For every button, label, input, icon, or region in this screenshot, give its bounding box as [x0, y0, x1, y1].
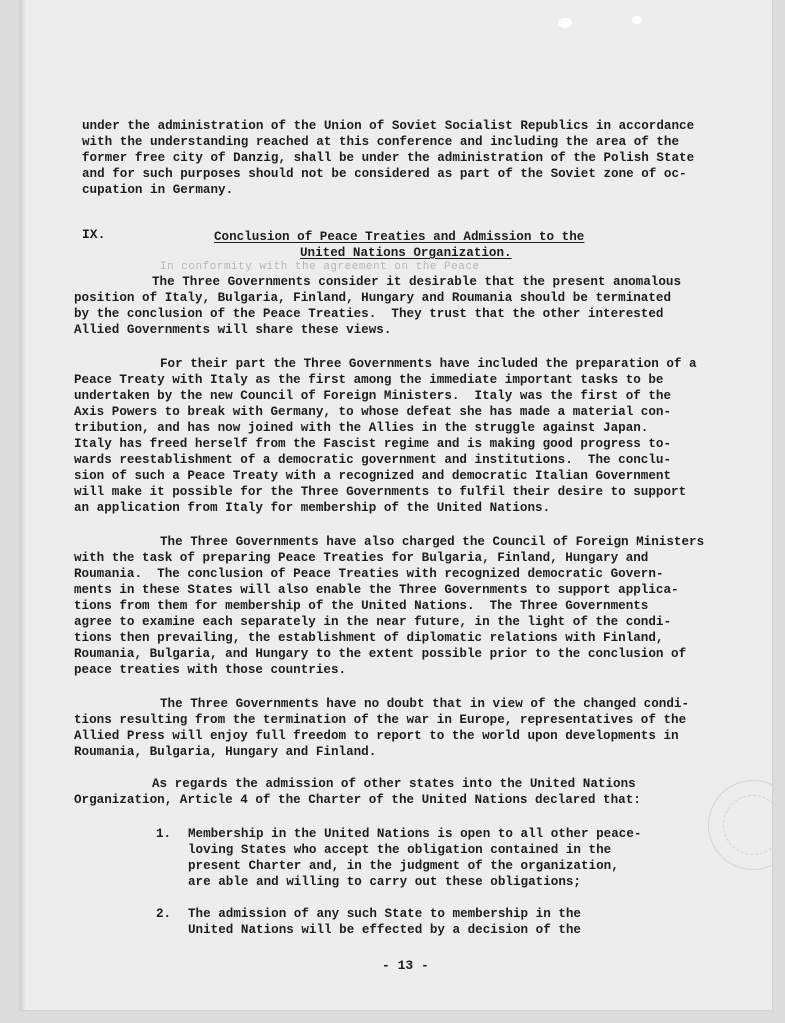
text-line: As regards the admission of other states into the United Nations	[152, 777, 636, 791]
text-line: United Nations will be effected by a decision of the	[188, 923, 581, 937]
section-heading-line1: Conclusion of Peace Treaties and Admission to the	[214, 230, 585, 244]
page-number: - 13 -	[382, 958, 429, 973]
item-number: 2.	[156, 907, 172, 921]
section-heading-line2: United Nations Organization.	[300, 246, 512, 260]
text-line: sion of such a Peace Treaty with a recognized and democratic Italian Government	[74, 469, 672, 483]
document-page	[20, 0, 772, 1010]
item-number: 1.	[156, 827, 172, 841]
text-line: The Three Governments have also charged the Council of Foreign Ministers	[160, 535, 705, 549]
text-line: Allied Press will enjoy full freedom to report to the world upon developments in	[74, 729, 679, 743]
text-line: wards reestablishment of a democratic government and institutions. The conclu-	[74, 453, 672, 467]
punch-hole	[632, 16, 642, 24]
text-line: undertaken by the new Council of Foreign Ministers. Italy was the first of the	[74, 389, 672, 403]
library-stamp-seal	[708, 780, 772, 870]
text-line: tions then prevailing, the establishment of diplomatic relations with Finland,	[74, 631, 664, 645]
text-line: former free city of Danzig, shall be under the administration of the Polish State	[82, 151, 695, 165]
text-line: Roumania, Bulgaria, Hungary and Finland.	[74, 745, 377, 759]
text-line: will make it possible for the Three Governments to fulfil their desire to support	[74, 485, 687, 499]
text-line: The Three Governments have no doubt that in view of the changed condi-	[160, 697, 690, 711]
text-line: Axis Powers to break with Germany, to whose defeat she has made a material con-	[74, 405, 672, 419]
text-line: with the task of preparing Peace Treaties for Bulgaria, Finland, Hungary and	[74, 551, 649, 565]
text-line: ments in these States will also enable the Three Governments to support applica-	[74, 583, 679, 597]
text-line: Allied Governments will share these views.	[74, 323, 392, 337]
text-line: Italy has freed herself from the Fascist regime and is making good progress to-	[74, 437, 672, 451]
text-line: under the administration of the Union of Soviet Socialist Republics in accordance	[82, 119, 695, 133]
text-line: and for such purposes should not be considered as part of the Soviet zone of oc-	[82, 167, 687, 181]
text-line: by the conclusion of the Peace Treaties. They trust that the other interested	[74, 307, 664, 321]
text-line: Membership in the United Nations is open to all other peace-	[188, 827, 642, 841]
text-line: are able and willing to carry out these obligations;	[188, 875, 581, 889]
text-line: present Charter and, in the judgment of the organization,	[188, 859, 619, 873]
text-line: peace treaties with those countries.	[74, 663, 347, 677]
text-line: Peace Treaty with Italy as the first among the immediate important tasks to be	[74, 373, 664, 387]
text-line: Roumania, Bulgaria, and Hungary to the extent possible prior to the conclusion of	[74, 647, 687, 661]
punch-hole	[558, 18, 572, 28]
text-line: The Three Governments consider it desirable that the present anomalous	[152, 275, 682, 289]
text-line: position of Italy, Bulgaria, Finland, Hungary and Roumania should be terminated	[74, 291, 672, 305]
section-number: IX.	[82, 227, 106, 242]
text-line: For their part the Three Governments have included the preparation of a	[160, 357, 697, 371]
text-line: tions resulting from the termination of the war in Europe, representatives of the	[74, 713, 687, 727]
text-line: cupation in Germany.	[82, 183, 234, 197]
text-line: The admission of any such State to membership in the	[188, 907, 581, 921]
text-line: tribution, and has now joined with the Allies in the struggle against Japan.	[74, 421, 649, 435]
stamp-inner-ring	[723, 795, 772, 855]
text-line: loving States who accept the obligation contained in the	[188, 843, 612, 857]
text-line: an application from Italy for membership of the United Nations.	[74, 501, 551, 515]
text-line: Roumania. The conclusion of Peace Treaties with recognized democratic Govern-	[74, 567, 664, 581]
text-line: with the understanding reached at this conference and including the area of the	[82, 135, 680, 149]
text-line: tions from them for membership of the United Nations. The Three Governments	[74, 599, 649, 613]
text-line: agree to examine each separately in the near future, in the light of the condi-	[74, 615, 672, 629]
scan-edge-shadow	[20, 0, 26, 1010]
faded-struck-line: In conformity with the agreement on the Peace	[160, 261, 480, 273]
text-line: Organization, Article 4 of the Charter of the United Nations declared that:	[74, 793, 641, 807]
